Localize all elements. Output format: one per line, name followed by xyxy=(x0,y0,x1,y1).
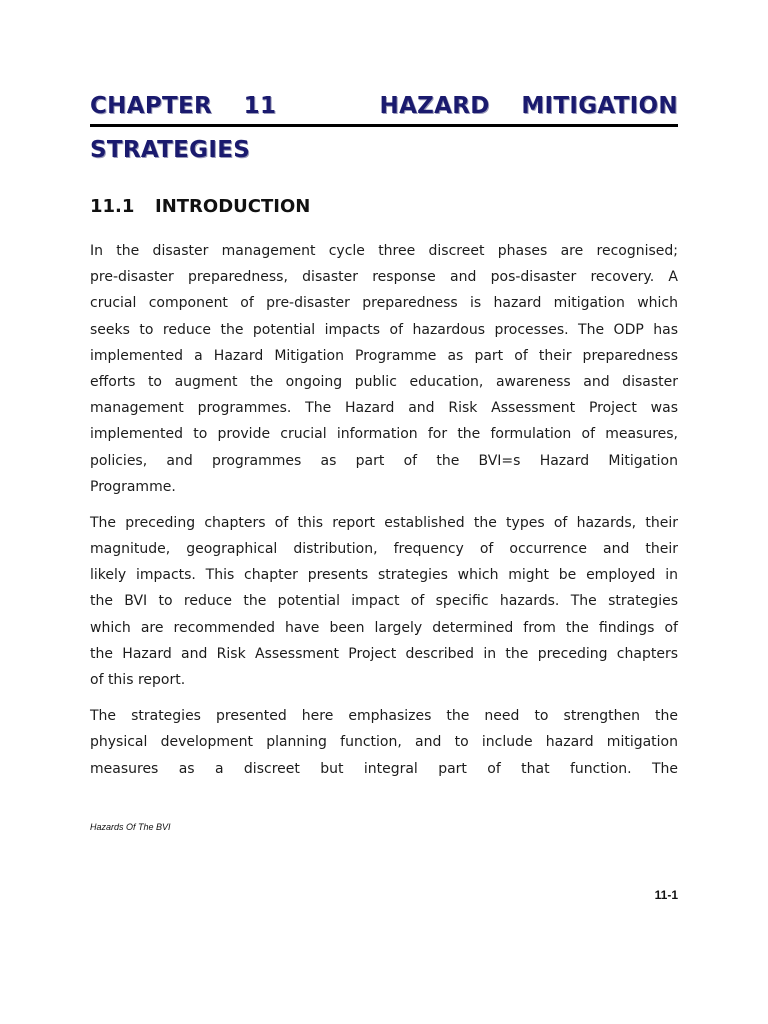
text-line: of this report. xyxy=(90,672,186,688)
text-line: efforts to augment the ongoing public education, awareness and disaster xyxy=(90,373,678,390)
paragraph-3 xyxy=(90,703,678,782)
text-line: physical development planning function, and to include hazard mitigation xyxy=(90,734,678,751)
text-line: policies, and programmes as part of the BVI=s Hazard Mitigation xyxy=(90,452,678,469)
text-line: which are recommended have been largely determined from the findings of xyxy=(90,619,678,636)
text-line: magnitude, geographical distribution, frequency of occurrence and their xyxy=(90,541,678,558)
text-line: crucial component of pre-disaster preparedness is hazard mitigation which xyxy=(90,295,678,312)
text-line: implemented a Hazard Mitigation Programme as part of their preparedness xyxy=(90,347,678,364)
text-line: implemented to provide crucial information for the formulation of measures, xyxy=(90,426,678,443)
text-line: management programmes. The Hazard and Risk Assessment Project was xyxy=(90,400,678,417)
text-line: measures as a discreet but integral part of that function. The xyxy=(90,760,678,777)
text-line: In the disaster management cycle three discreet phases are recognised; xyxy=(90,243,678,259)
running-footer: Hazards Of The BVI xyxy=(90,822,171,832)
text-line: seeks to reduce the potential impacts of hazardous processes. The ODP has xyxy=(90,321,678,338)
chapter-word: CHAPTER xyxy=(90,93,212,119)
paragraph-1 xyxy=(90,238,678,500)
paragraph-2 xyxy=(90,510,678,693)
section-title: INTRODUCTION xyxy=(155,196,311,217)
text-line: The strategies presented here emphasizes the need to strengthen the xyxy=(90,708,678,725)
text-line: the BVI to reduce the potential impact of specific hazards. The strategies xyxy=(90,593,678,610)
chapter-heading-rule xyxy=(90,124,678,127)
page-number: 11-1 xyxy=(654,888,678,902)
chapter-heading-line-2: STRATEGIES xyxy=(90,137,251,163)
section-heading xyxy=(90,196,310,218)
chapter-heading-line-1 xyxy=(90,92,678,120)
chapter-title-part-1: HAZARD xyxy=(379,93,490,119)
text-line: pre-disaster preparedness, disaster response and pos-disaster recovery. A xyxy=(90,269,678,286)
text-line: Programme. xyxy=(90,478,176,495)
chapter-title-part-2: MITIGATION xyxy=(521,93,678,119)
chapter-spacer xyxy=(308,92,348,120)
text-line: the Hazard and Risk Assessment Project described in the preceding chapters xyxy=(90,645,678,662)
chapter-number: 11 xyxy=(243,93,277,119)
section-number: 11.1 xyxy=(90,196,135,217)
body-text xyxy=(90,238,678,792)
text-line: The preceding chapters of this report established the types of hazards, their xyxy=(90,514,678,531)
text-line: likely impacts. This chapter presents strategies which might be employed in xyxy=(90,567,678,584)
